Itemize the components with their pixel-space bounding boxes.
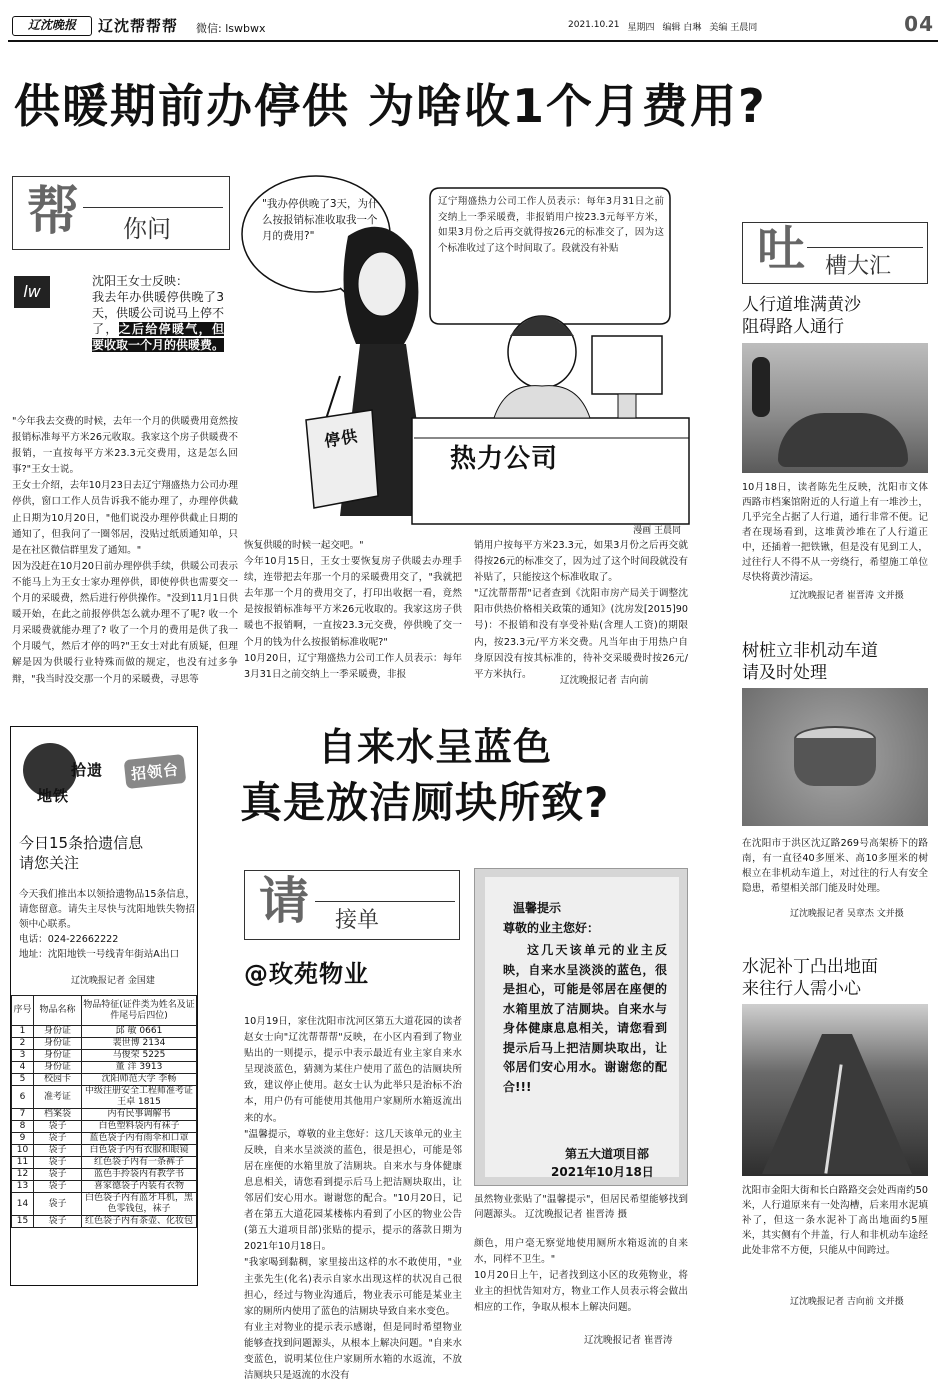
table-cell: 8 bbox=[12, 1121, 34, 1133]
cartoon-credit: 漫画 王晨同 bbox=[633, 526, 681, 536]
table-cell: 蓝色袋子内有雨伞和口罩 bbox=[82, 1133, 197, 1145]
table-row bbox=[12, 1133, 197, 1145]
table-cell: 准考证 bbox=[34, 1086, 82, 1109]
lost-found-logo-c: 招领台 bbox=[124, 754, 187, 789]
table-cell: 13 bbox=[12, 1181, 34, 1193]
table-row bbox=[12, 1145, 197, 1157]
table-cell: 白色袋子内有蓝牙耳机，黑色零钱包，袜子 bbox=[82, 1193, 197, 1216]
table-cell: 身份证 bbox=[34, 1026, 82, 1038]
help-label-small: 你问 bbox=[123, 215, 171, 243]
table-header: 物品特征(证件类为姓名及证件尾号后四位) bbox=[82, 996, 197, 1026]
lost-found-table bbox=[11, 995, 197, 1228]
cartoon-bubble-right: 辽宁翔盛热力公司工作人员表示：每年3月31日之前交纳上一季采暖费，非报销用户按23.3元每平方米，如果3月份之后再交就得按26元的标准交了，因为这个标准收过了这个时间取了。段就没有补贴 bbox=[438, 196, 664, 254]
table-cell: 内有民事调解书 bbox=[82, 1109, 197, 1121]
headline2-line1: 自来水呈蓝色 bbox=[318, 725, 553, 769]
tucao-label-small: 槽大汇 bbox=[825, 254, 892, 279]
masthead-proof: 美编 王晨同 bbox=[709, 23, 758, 33]
side2-photo bbox=[742, 688, 928, 826]
table-row bbox=[12, 1169, 197, 1181]
lost-found-body: 今天我们推出本以领拾遗物品15条信息，请您留意。请失主尽快与沈阳地铁失物招领中心联系。 电话：024-22662222 地址：沈阳地铁一号线青年街站A出口 bbox=[19, 889, 195, 960]
notice-date: 2021年10月18日 bbox=[551, 1165, 654, 1179]
side1-title: 人行道堆满黄沙 阻碍路人通行 bbox=[742, 295, 861, 337]
side2-byline: 辽沈晚报记者 吴章杰 文并摄 bbox=[790, 909, 904, 919]
table-row bbox=[12, 1026, 197, 1038]
table-cell: 袋子 bbox=[34, 1216, 82, 1228]
table-header: 序号 bbox=[12, 996, 34, 1026]
table-cell: 董 洋 3913 bbox=[82, 1062, 197, 1074]
table-cell: 袋子 bbox=[34, 1121, 82, 1133]
at-title: @玫苑物业 bbox=[244, 960, 369, 988]
masthead-meta bbox=[568, 20, 757, 33]
table-cell: 4 bbox=[12, 1062, 34, 1074]
table-row bbox=[12, 1181, 197, 1193]
lost-found-logo bbox=[19, 735, 191, 811]
side1-byline: 辽沈晚报记者 崔晋涛 文并摄 bbox=[790, 591, 904, 601]
article1-col1: "今年我去交费的时候，去年一个月的供暖费用竟然按报销标准每平方米26元收取。我家这个房子供暖费不报销，一直按每平方米23.3元交费用，这是怎么回事?"王女士说。 王女士介绍，去年10月23日去辽宁翔盛热力公司办理停供，窗口工作人员告诉我不能办理了，办理停供截止日期为10月20日，"他们说没办理停供截止日期的通知了，但我问了一圈邻居，没贴过纸质通知单，只是在社区微信群里发了通知。" 因为没赶在10月20日前办理停供手续，供暖公司表示不能马上为王女士家办理停供，即使停供也需要交一个月的采暖费，然后进行停供操作。"没到11月1日供暖开始，在此之前报停供怎么就办理不了呢? 收一个月采暖费就能办理了? 收了一个月的费用是供了我一个月暖气，然后才停的吗?"王女士对此有质疑，但理解是因为供暖行业特殊而做的规定，也没有过多争辩，"我当时没交那一个月的采暖费，寻思等 bbox=[12, 416, 238, 685]
order-label-small: 接单 bbox=[335, 908, 380, 933]
lead-text: 沈阳王女士反映： 我去年办供暖停供晚了3天，供暖公司说马上停不了， bbox=[92, 274, 225, 336]
table-cell: 红色袋子内有一条裤子 bbox=[82, 1157, 197, 1169]
lost-found-box bbox=[10, 726, 198, 1286]
side3-title: 水泥补丁凸出地面 来往行人需小心 bbox=[742, 957, 878, 999]
help-label bbox=[12, 176, 230, 250]
order-label-big: 请 bbox=[259, 872, 310, 930]
tucao-label-big: 吐 bbox=[757, 221, 807, 277]
table-cell: 袋子 bbox=[34, 1145, 82, 1157]
masthead-logo: 辽沈晚报 bbox=[12, 16, 92, 36]
table-row bbox=[12, 1086, 197, 1109]
cartoon-bubble-left: "我办停供晚了3天，为什么按报销标准收取我一个月的费用?" bbox=[262, 198, 379, 242]
table-cell: 6 bbox=[12, 1086, 34, 1109]
table-cell: 14 bbox=[12, 1193, 34, 1216]
side2-caption: 在沈阳市于洪区沈辽路269号高架桥下的路南，有一直径40多厘米、高10多厘米的树根立在非机动车道上，对过往的行人有安全隐患，希望相关部门能及时处理。 bbox=[742, 838, 928, 894]
table-row bbox=[12, 1050, 197, 1062]
table-cell: 袋子 bbox=[34, 1193, 82, 1216]
table-row bbox=[12, 1109, 197, 1121]
masthead-wechat: 微信: lswbwx bbox=[196, 22, 266, 35]
lead-highlight: 之后给停暖气，但要收取一个月的供暖费。 bbox=[92, 322, 225, 352]
notice-greeting: 尊敬的业主您好： bbox=[503, 921, 600, 935]
lead-icon: lw bbox=[14, 276, 50, 308]
table-cell: 中级注册安全工程师准考证 王卓 1815 bbox=[82, 1086, 197, 1109]
masthead-column: 辽沈帮帮帮 bbox=[98, 17, 179, 35]
main-headline: 供暖期前办停供 为啥收1个月费用? bbox=[14, 79, 767, 133]
table-row bbox=[12, 1062, 197, 1074]
side3-photo bbox=[742, 1004, 928, 1176]
tucao-label bbox=[742, 222, 928, 284]
lost-found-title: 今日15条拾遗信息 请您关注 bbox=[19, 834, 144, 872]
article2-col2: 颜色，用户毫无察觉地使用厕所水箱返流的自来水，同样不卫生。" 10月20日上午，记者找到这小区的玫苑物业，将业主的担忧告知对方，物业工作人员表示将会做出相应的工作，争取从根本上解决问题。 bbox=[474, 1238, 688, 1314]
masthead-weekday: 星期四 bbox=[627, 23, 655, 33]
masthead bbox=[8, 12, 938, 42]
order-label bbox=[244, 870, 460, 940]
table-cell: 身份证 bbox=[34, 1062, 82, 1074]
table-cell: 袋子 bbox=[34, 1181, 82, 1193]
table-cell: 邱 敏 0661 bbox=[82, 1026, 197, 1038]
table-cell: 12 bbox=[12, 1169, 34, 1181]
page-number: 04 bbox=[904, 12, 934, 36]
masthead-editor: 编辑 白琳 bbox=[662, 23, 702, 33]
lost-found-logo-b: 拾遗 bbox=[71, 761, 104, 779]
cartoon-counter-sign: 热力公司 bbox=[450, 444, 559, 474]
notice-photo bbox=[474, 868, 688, 1186]
table-cell: 11 bbox=[12, 1157, 34, 1169]
side1-caption: 10月18日，读者陈先生反映，沈阳市文体西路市档案馆附近的人行道上有一堆沙土，几乎完全占据了人行道，通行非常不便。记者在现场看到，这堆黄沙堆在了人行道正中，还插着一把铁锹，但是没有见到工人，过往行人不得不从一旁绕行，希望施工单位尽快将黄沙清运。 bbox=[742, 482, 928, 583]
table-row bbox=[12, 1074, 197, 1086]
table-cell: 裴世博 2134 bbox=[82, 1038, 197, 1050]
table-cell: 身份证 bbox=[34, 1038, 82, 1050]
headline2-line2: 真是放洁厕块所致? bbox=[240, 778, 610, 827]
table-cell: 3 bbox=[12, 1050, 34, 1062]
help-label-big: 帮 bbox=[27, 182, 81, 242]
table-row bbox=[12, 1121, 197, 1133]
cartoon-bag-text: 停供 bbox=[322, 426, 360, 451]
table-row bbox=[12, 1157, 197, 1169]
table-cell: 袋子 bbox=[34, 1169, 82, 1181]
notice-title: 温馨提示 bbox=[513, 901, 562, 915]
table-cell: 红色袋子内有茶壶、化妆包 bbox=[82, 1216, 197, 1228]
side1-photo bbox=[742, 343, 928, 473]
table-header: 物品名称 bbox=[34, 996, 82, 1026]
table-cell: 白色袋子内有衣服和眼镜 bbox=[82, 1145, 197, 1157]
masthead-date: 2021.10.21 bbox=[568, 20, 620, 30]
table-cell: 袋子 bbox=[34, 1157, 82, 1169]
lost-found-logo-a: 地铁 bbox=[37, 787, 70, 805]
table-cell: 沈阳师范大学 李畅 bbox=[82, 1074, 197, 1086]
table-cell: 喜家德袋子内装有衣物 bbox=[82, 1181, 197, 1193]
table-cell: 马俊荣 5225 bbox=[82, 1050, 197, 1062]
table-row bbox=[12, 1193, 197, 1216]
table-cell: 7 bbox=[12, 1109, 34, 1121]
table-cell: 10 bbox=[12, 1145, 34, 1157]
table-header-row bbox=[12, 996, 197, 1026]
notice-caption: 虽然物业张贴了"温馨提示"，但居民希望能够找到问题源头。 辽沈晚报记者 崔晋涛 摄 bbox=[474, 1194, 688, 1220]
table-cell: 15 bbox=[12, 1216, 34, 1228]
side3-byline: 辽沈晚报记者 吉向前 文并摄 bbox=[790, 1297, 904, 1307]
table-row bbox=[12, 1216, 197, 1228]
table-row bbox=[12, 1038, 197, 1050]
table-cell: 9 bbox=[12, 1133, 34, 1145]
table-cell: 档案袋 bbox=[34, 1109, 82, 1121]
table-cell: 袋子 bbox=[34, 1133, 82, 1145]
cartoon bbox=[244, 176, 689, 534]
notice-body: 这几天该单元的业主反映，自来水呈淡淡的蓝色，很是担心，可能是邻居在座便的水箱里放了洁厕块。自来水与身体健康息息相关，请您看到提示后马上把洁厕块取出，让邻居们安心用水。谢谢您的配合!!! bbox=[503, 943, 667, 1094]
article2-col1: 10月19日，家住沈阳市沈河区第五大道花园的读者赵女士向"辽沈帮帮帮"反映，在小区内看到了物业贴出的一则提示，提示中表示最近有业主家自来水呈现淡蓝色，猜测为某住户使用了蓝色的洁厕块所致，建议停止使用。赵女士认为此举只是治标不治本，用户仍有可能使用其他用户家厕所水箱返流出来的水。 "温馨提示，尊敬的业主您好：这几天该单元的业主反映，自来水呈淡淡的蓝色，很是担心，可能是邻居在座便的水箱里放了洁厕块。自来水与身体健康息息相关，请您看到提示后马上把洁厕块取出，让邻居们安心用水。谢谢您的配合。"10月20日，记者在第五大道花园某楼栋内看到了小区的物业公告(第五大道项目部)张贴的提示，提示的落款日期为2021年10月18日。 "我家喝到黏稠，家里接出这样的水不敢使用，"业主张先生(化名)表示自家水出现这样的状况自己很担心，经过与物业沟通后，物业表示可能是某业主家的厕所内使用了蓝色的洁厕块导致自来水变色。 有业主对物业的提示表示感谢，但是同时希望物业能够查找到问题源头，从根本上解决问题。"自来水变蓝色，说明某位住户家厕所水箱的水返流，不放洁厕块只是返流的水没有 bbox=[244, 1016, 462, 1382]
article2-byline: 辽沈晚报记者 崔晋涛 bbox=[584, 1335, 673, 1346]
notice-sign: 第五大道项目部 bbox=[565, 1147, 650, 1161]
table-cell: 2 bbox=[12, 1038, 34, 1050]
article1-byline: 辽沈晚报记者 吉向前 bbox=[560, 675, 649, 686]
lead-paragraph bbox=[92, 273, 224, 353]
article1-col3: 销用户按每平方米23.3元，如果3月份之后再交就得按26元的标准交了，因为过了这个时间段就没有补贴了，只能按这个标准收取了。 "辽沈帮帮帮"记者查到《沈阳市房产局关于调整沈阳市供热价格相关政策的通知》(沈房发[2015]90号)：不报销和没有享受补贴(含理人工资)的期限内，按23.3元/平方米交费。凡当年由于用热户自身原因没有按其标准的，待补交采暖费时按26元/平方米执行。 bbox=[474, 540, 688, 680]
table-cell: 5 bbox=[12, 1074, 34, 1086]
table-cell: 校园卡 bbox=[34, 1074, 82, 1086]
lost-found-byline: 辽沈晚报记者 金国建 bbox=[71, 976, 155, 986]
table-cell: 白色塑料袋内有袜子 bbox=[82, 1121, 197, 1133]
table-cell: 身份证 bbox=[34, 1050, 82, 1062]
side2-title: 树桩立非机动车道 请及时处理 bbox=[742, 641, 878, 683]
side3-caption: 沈阳市金阳大街和长白路路交会处西南约50米，人行道原来有一处沟槽，后来用水泥填补了，但这一条水泥补丁高出地面约5厘米，其实侧有个井盖，行人和非机动车途经此处非常不方便，只能从中间跨过。 bbox=[742, 1185, 928, 1256]
table-cell: 蓝色手拎袋内有教学书 bbox=[82, 1169, 197, 1181]
article1-col2: 恢复供暖的时候一起交吧。" 今年10月15日，王女士要恢复房子供暖去办理手续，连带把去年那一个月的采暖费用交了，"我就把去年那一个月的费用交了，打印出收据一看，竟然是按报销标准每平方米26元收取的。我家这房子供暖也不报销啊，一直按23.3元交费，停供晚了交一个月的钱为什么按报销标准收呢?" 10月20日，辽宁翔盛热力公司工作人员表示：每年3月31日之前交纳上一季采暖费，非报 bbox=[244, 540, 462, 680]
table-cell: 1 bbox=[12, 1026, 34, 1038]
